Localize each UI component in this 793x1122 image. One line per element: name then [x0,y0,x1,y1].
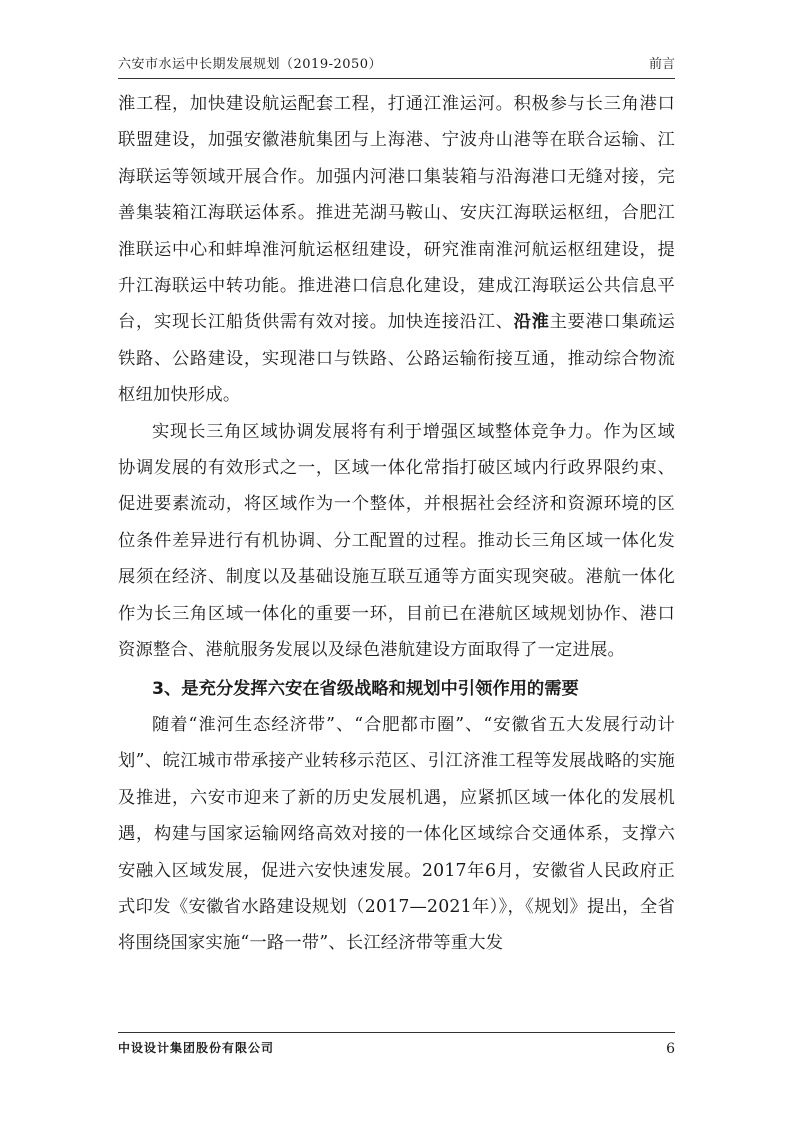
section-name: 前言 [648,57,675,72]
paragraph-regional-integration: 实现长三角区域协调发展将有利于增强区域整体竞争力。作为区域协调发展的有效形式之一，区域一体化常指打破区域内行政界限约束、促进要素流动，将区域作为一个整体，并根据社会经济和资源环境的区位条件差异进行有机协调、分工配置的过程。推动长三角区域一体化发展须在经济、制度以及基础设施互联互通等方面实现突破。港航一体化作为长三角区域一体化的重要一环，目前已在港航区域规划协作、港口资源整合、港航服务发展以及绿色港航建设方面取得了一定进展。 [118,421,675,661]
page-footer [118,1032,675,1057]
page-number: 6 [666,1041,675,1057]
paragraph-provincial-strategy: 随着“淮河生态经济带”、“合肥都市圈”、“安徽省五大发展行动计划”、皖江城市带承接产业转移示范区、引江济淮工程等发展战略的实施及推进，六安市迎来了新的历史发展机遇，应紧抓区域一体化的发展机遇，构建与国家运输网络高效对接的一体化区域综合交通体系，支撑六安融入区域发展，促进六安快速发展。2017年6月，安徽省人民政府正式印发《安徽省水路建设规划（2017—2021年）》，《规划》提出，全省将围绕国家实施“一路一带”、长江经济带等重大发 [118,714,675,954]
bold-term: 沿淮 [513,312,550,333]
page-header [118,50,675,79]
paragraph-port-cooperation [118,86,675,414]
paragraph-text: 淮工程，加快建设航运配套工程，打通江淮运河。积极参与长三角港口联盟建设，加强安徽港航集团与上海港、宁波舟山港等在联合运输、江海联运等领域开展合作。加强内河港口集装箱与沿海港口无缝对接，完善集装箱江海联运体系。推进芜湖马鞍山、安庆江海联运枢纽，合肥江淮联运中心和蚌埠淮河航运枢纽建设，研究淮南淮河航运枢纽建设，提升江海联运中转功能。推进港口信息化建设，建成江海联运公共信息平台，实现长江船货供需有效对接。加快连接沿江、 [118,94,675,333]
document-title: 六安市水运中长期发展规划（2019-2050） [118,57,383,72]
section-heading-3: 3、是充分发挥六安在省级战略和规划中引领作用的需要 [152,678,579,699]
company-name: 中设设计集团股份有限公司 [118,1041,275,1055]
paragraph-text-tail: 主要港口集疏运铁路、公路建设，实现港口与铁路、公路运输衔接互通，推动综合物流枢纽加快形成。 [118,312,675,406]
page-content [118,86,675,962]
